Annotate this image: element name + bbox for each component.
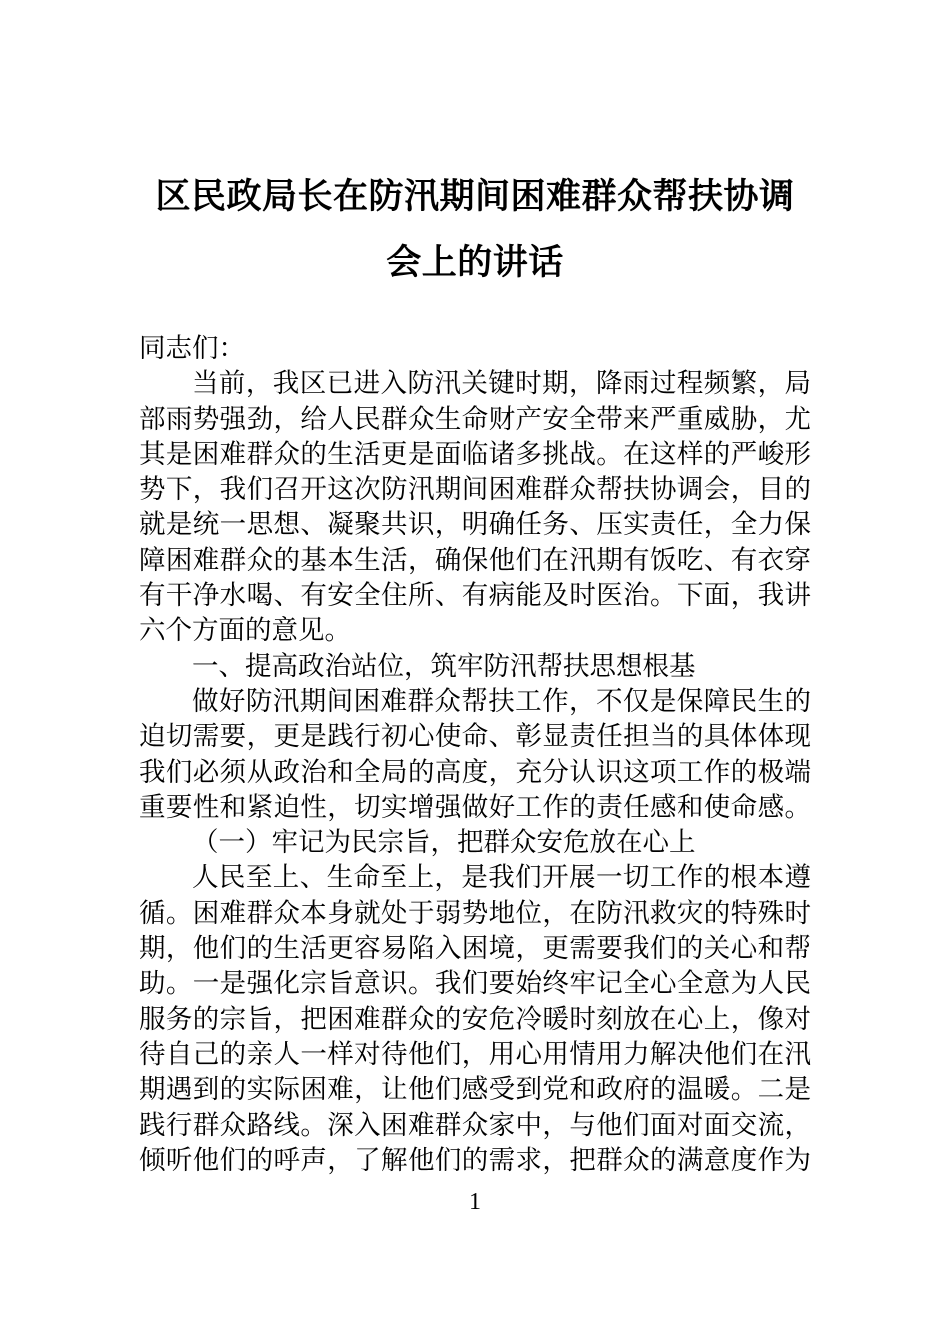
text-line: 障困难群众的基本生活，确保他们在汛期有饭吃、有衣穿 bbox=[139, 544, 811, 575]
document-title-line-1: 区民政局长在防汛期间困难群众帮扶协调 bbox=[155, 177, 795, 216]
text-line: 循。困难群众本身就处于弱势地位，在防汛救灾的特殊时 bbox=[139, 897, 811, 928]
text-line: 期，他们的生活更容易陷入困境，更需要我们的关心和帮 bbox=[139, 933, 811, 964]
text-line: 部雨势强劲，给人民群众生命财产安全带来严重威胁，尤 bbox=[139, 403, 811, 434]
document-body bbox=[139, 331, 811, 1178]
text-line: 助。一是强化宗旨意识。我们要始终牢记全心全意为人民 bbox=[139, 968, 811, 999]
text-line: 倾听他们的呼声，了解他们的需求，把群众的满意度作为 bbox=[139, 1144, 811, 1175]
text-line: 待自己的亲人一样对待他们，用心用情用力解决他们在汛 bbox=[139, 1038, 811, 1069]
document-title-line-2: 会上的讲话 bbox=[386, 243, 564, 282]
text-line: 践行群众路线。深入困难群众家中，与他们面对面交流， bbox=[139, 1109, 811, 1140]
text-line: 有干净水喝、有安全住所、有病能及时医治。下面，我讲 bbox=[139, 580, 811, 611]
text-line: 其是困难群众的生活更是面临诸多挑战。在这样的严峻形 bbox=[139, 438, 811, 469]
text-line: 同志们： bbox=[139, 333, 245, 363]
text-line: 重要性和紧迫性，切实增强做好工作的责任感和使命感。 bbox=[139, 791, 811, 822]
text-line: 迫切需要，更是践行初心使命、彰显责任担当的具体体现 bbox=[139, 721, 811, 752]
text-line: 期遇到的实际困难，让他们感受到党和政府的温暖。二是 bbox=[139, 1074, 811, 1105]
text-line: 人民至上、生命至上，是我们开展一切工作的根本遵 bbox=[192, 862, 811, 893]
text-line: 六个方面的意见。 bbox=[139, 615, 351, 646]
text-line: 势下，我们召开这次防汛期间困难群众帮扶协调会，目的 bbox=[139, 474, 811, 505]
text-line: 做好防汛期间困难群众帮扶工作，不仅是保障民生的 bbox=[192, 685, 811, 716]
text-line: 我们必须从政治和全局的高度，充分认识这项工作的极端 bbox=[139, 756, 811, 787]
section-heading: （一）牢记为民宗旨，把群众安危放在心上 bbox=[192, 827, 696, 858]
page-number: 1 bbox=[469, 1189, 481, 1215]
section-heading: 一、提高政治站位，筑牢防汛帮扶思想根基 bbox=[192, 650, 696, 681]
document-title bbox=[0, 0, 950, 296]
text-line: 当前，我区已进入防汛关键时期，降雨过程频繁，局 bbox=[192, 368, 811, 399]
text-line: 就是统一思想、凝聚共识，明确任务、压实责任，全力保 bbox=[139, 509, 811, 540]
text-line: 服务的宗旨，把困难群众的安危冷暖时刻放在心上，像对 bbox=[139, 1003, 811, 1034]
